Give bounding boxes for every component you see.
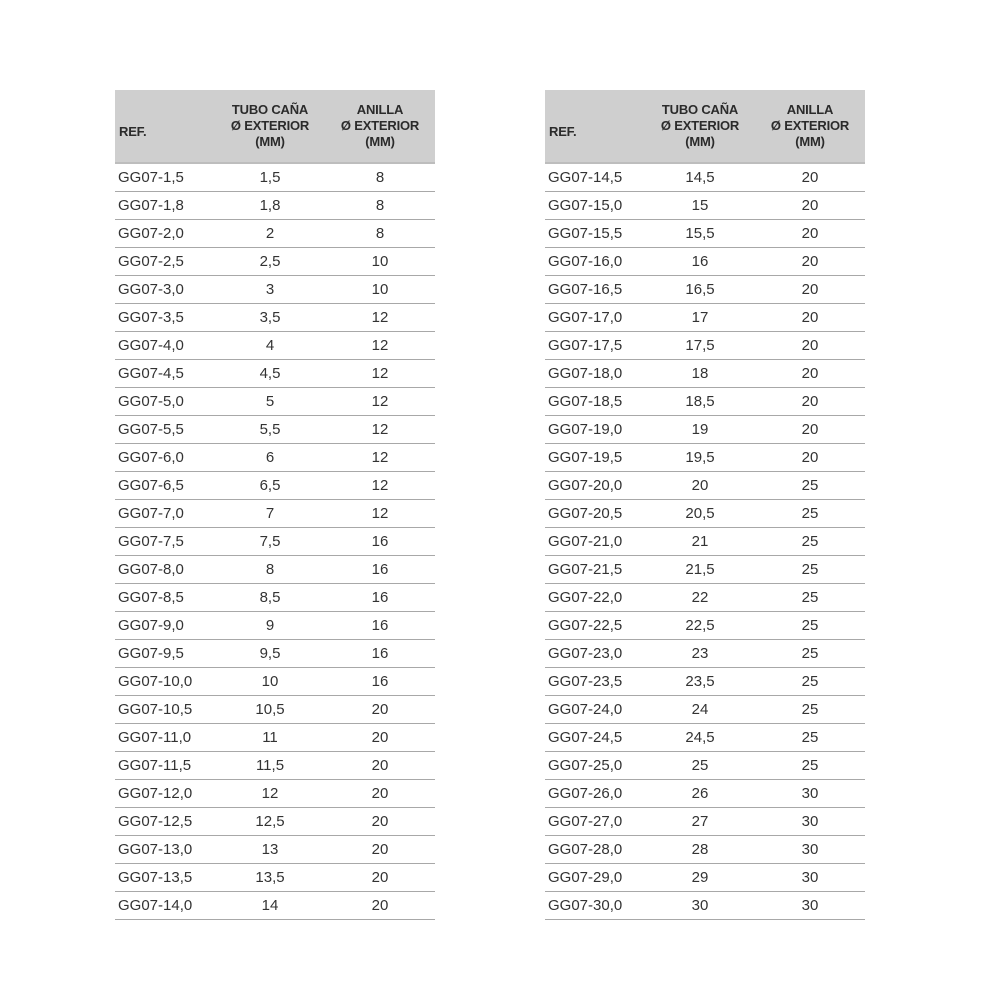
table-body xyxy=(115,163,435,920)
cell-ref: GG07-14,5 xyxy=(545,163,645,192)
table-row xyxy=(545,892,865,920)
table-row xyxy=(115,640,435,668)
cell-ref: GG07-5,5 xyxy=(115,416,215,444)
cell-ref: GG07-13,0 xyxy=(115,836,215,864)
table-row xyxy=(115,192,435,220)
header-ref-label: REF. xyxy=(549,124,577,139)
cell-ring: 16 xyxy=(325,612,435,640)
table-row xyxy=(545,500,865,528)
header-tube-diameter xyxy=(645,90,755,163)
cell-ring: 25 xyxy=(755,752,865,780)
cell-tube: 2 xyxy=(215,220,325,248)
cell-tube: 13 xyxy=(215,836,325,864)
cell-ring: 16 xyxy=(325,584,435,612)
cell-tube: 8 xyxy=(215,556,325,584)
cell-ref: GG07-21,0 xyxy=(545,528,645,556)
cell-tube: 6,5 xyxy=(215,472,325,500)
table-row xyxy=(545,668,865,696)
table-row xyxy=(545,360,865,388)
header-tube-line-2: Ø EXTERIOR xyxy=(660,118,740,133)
cell-ring: 30 xyxy=(755,808,865,836)
cell-ring: 12 xyxy=(325,332,435,360)
header-ring-diameter xyxy=(755,90,865,163)
cell-ring: 12 xyxy=(325,360,435,388)
cell-ring: 16 xyxy=(325,668,435,696)
cell-tube: 17 xyxy=(645,304,755,332)
table-row xyxy=(115,472,435,500)
table-row xyxy=(545,304,865,332)
table-row xyxy=(545,163,865,192)
table-header xyxy=(115,90,435,163)
table-row xyxy=(545,584,865,612)
cell-ref: GG07-3,0 xyxy=(115,276,215,304)
cell-ring: 25 xyxy=(755,500,865,528)
cell-ref: GG07-8,5 xyxy=(115,584,215,612)
cell-ring: 20 xyxy=(755,332,865,360)
cell-tube: 18,5 xyxy=(645,388,755,416)
table-row xyxy=(115,808,435,836)
table-row xyxy=(115,276,435,304)
cell-tube: 8,5 xyxy=(215,584,325,612)
cell-ref: GG07-1,8 xyxy=(115,192,215,220)
cell-tube: 4 xyxy=(215,332,325,360)
cell-ring: 8 xyxy=(325,220,435,248)
cell-ref: GG07-14,0 xyxy=(115,892,215,920)
header-ring-line-3: (MM) xyxy=(795,134,825,149)
cell-ref: GG07-1,5 xyxy=(115,163,215,192)
cell-tube: 7,5 xyxy=(215,528,325,556)
cell-ref: GG07-6,0 xyxy=(115,444,215,472)
table-row xyxy=(545,752,865,780)
cell-tube: 1,8 xyxy=(215,192,325,220)
table-row xyxy=(545,556,865,584)
cell-ring: 12 xyxy=(325,304,435,332)
cell-ref: GG07-29,0 xyxy=(545,864,645,892)
cell-ref: GG07-19,5 xyxy=(545,444,645,472)
cell-ref: GG07-3,5 xyxy=(115,304,215,332)
header-row xyxy=(545,90,865,163)
table-row xyxy=(115,416,435,444)
table-row xyxy=(545,472,865,500)
table-row xyxy=(545,416,865,444)
cell-ref: GG07-26,0 xyxy=(545,780,645,808)
cell-tube: 19,5 xyxy=(645,444,755,472)
table-row xyxy=(115,304,435,332)
cell-ring: 25 xyxy=(755,696,865,724)
cell-ring: 10 xyxy=(325,248,435,276)
header-ring-line-2: Ø EXTERIOR xyxy=(770,118,850,133)
cell-ref: GG07-27,0 xyxy=(545,808,645,836)
table-body xyxy=(545,163,865,920)
cell-ref: GG07-7,5 xyxy=(115,528,215,556)
cell-tube: 9 xyxy=(215,612,325,640)
table-row xyxy=(115,444,435,472)
cell-ref: GG07-28,0 xyxy=(545,836,645,864)
cell-ring: 25 xyxy=(755,640,865,668)
header-tube-line-3: (MM) xyxy=(685,134,715,149)
cell-tube: 25 xyxy=(645,752,755,780)
table-header xyxy=(545,90,865,163)
cell-tube: 16,5 xyxy=(645,276,755,304)
table-row xyxy=(115,332,435,360)
cell-ref: GG07-17,5 xyxy=(545,332,645,360)
cell-ref: GG07-24,0 xyxy=(545,696,645,724)
cell-tube: 5,5 xyxy=(215,416,325,444)
cell-tube: 20 xyxy=(645,472,755,500)
cell-ring: 20 xyxy=(325,752,435,780)
table-row xyxy=(115,864,435,892)
cell-ring: 16 xyxy=(325,556,435,584)
cell-ring: 16 xyxy=(325,528,435,556)
table-row xyxy=(115,668,435,696)
cell-tube: 27 xyxy=(645,808,755,836)
cell-ring: 12 xyxy=(325,388,435,416)
table-row xyxy=(115,248,435,276)
cell-tube: 21 xyxy=(645,528,755,556)
cell-ring: 20 xyxy=(325,780,435,808)
cell-tube: 12,5 xyxy=(215,808,325,836)
cell-ring: 25 xyxy=(755,584,865,612)
cell-ring: 10 xyxy=(325,276,435,304)
cell-ref: GG07-25,0 xyxy=(545,752,645,780)
table-row xyxy=(115,752,435,780)
cell-tube: 22 xyxy=(645,584,755,612)
table-row xyxy=(545,864,865,892)
cell-tube: 20,5 xyxy=(645,500,755,528)
cell-ring: 20 xyxy=(755,192,865,220)
cell-ref: GG07-11,0 xyxy=(115,724,215,752)
cell-ring: 8 xyxy=(325,192,435,220)
cell-ref: GG07-15,0 xyxy=(545,192,645,220)
header-ring-line-1: ANILLA xyxy=(786,102,834,117)
cell-tube: 1,5 xyxy=(215,163,325,192)
cell-ring: 20 xyxy=(755,163,865,192)
cell-tube: 21,5 xyxy=(645,556,755,584)
cell-ring: 20 xyxy=(325,892,435,920)
cell-ring: 25 xyxy=(755,528,865,556)
cell-ref: GG07-15,5 xyxy=(545,220,645,248)
cell-tube: 17,5 xyxy=(645,332,755,360)
table-row xyxy=(545,808,865,836)
header-ring-line-2: Ø EXTERIOR xyxy=(340,118,420,133)
cell-ring: 30 xyxy=(755,864,865,892)
cell-ref: GG07-22,0 xyxy=(545,584,645,612)
cell-ref: GG07-24,5 xyxy=(545,724,645,752)
cell-ref: GG07-18,0 xyxy=(545,360,645,388)
cell-tube: 14 xyxy=(215,892,325,920)
table-row xyxy=(115,892,435,920)
cell-ref: GG07-23,5 xyxy=(545,668,645,696)
cell-ring: 12 xyxy=(325,500,435,528)
cell-tube: 30 xyxy=(645,892,755,920)
table-row xyxy=(115,836,435,864)
cell-tube: 28 xyxy=(645,836,755,864)
cell-ref: GG07-9,5 xyxy=(115,640,215,668)
table-row xyxy=(545,724,865,752)
table-row xyxy=(115,360,435,388)
header-ref-label: REF. xyxy=(119,124,147,139)
cell-tube: 11 xyxy=(215,724,325,752)
table-row xyxy=(115,500,435,528)
table-row xyxy=(545,444,865,472)
table-row xyxy=(545,528,865,556)
cell-ref: GG07-19,0 xyxy=(545,416,645,444)
cell-tube: 19 xyxy=(645,416,755,444)
table-row xyxy=(545,780,865,808)
cell-ring: 30 xyxy=(755,892,865,920)
cell-tube: 11,5 xyxy=(215,752,325,780)
header-ref xyxy=(115,90,215,163)
table-row xyxy=(115,556,435,584)
cell-tube: 22,5 xyxy=(645,612,755,640)
cell-ref: GG07-13,5 xyxy=(115,864,215,892)
cell-ring: 20 xyxy=(325,836,435,864)
cell-tube: 29 xyxy=(645,864,755,892)
cell-ring: 25 xyxy=(755,472,865,500)
cell-ring: 20 xyxy=(325,808,435,836)
cell-tube: 9,5 xyxy=(215,640,325,668)
header-tube-diameter xyxy=(215,90,325,163)
cell-ref: GG07-22,5 xyxy=(545,612,645,640)
cell-tube: 12 xyxy=(215,780,325,808)
cell-ref: GG07-5,0 xyxy=(115,388,215,416)
cell-ref: GG07-21,5 xyxy=(545,556,645,584)
cell-ref: GG07-6,5 xyxy=(115,472,215,500)
header-tube-line-3: (MM) xyxy=(255,134,285,149)
table-row xyxy=(115,780,435,808)
cell-tube: 26 xyxy=(645,780,755,808)
table-row xyxy=(115,163,435,192)
cell-ring: 25 xyxy=(755,612,865,640)
cell-ref: GG07-17,0 xyxy=(545,304,645,332)
cell-tube: 10 xyxy=(215,668,325,696)
spec-table-left xyxy=(115,90,435,920)
table-row xyxy=(115,696,435,724)
cell-tube: 15,5 xyxy=(645,220,755,248)
table-row xyxy=(545,836,865,864)
cell-ref: GG07-12,0 xyxy=(115,780,215,808)
header-ref xyxy=(545,90,645,163)
cell-ring: 20 xyxy=(755,360,865,388)
cell-ring: 20 xyxy=(755,444,865,472)
header-ring-line-1: ANILLA xyxy=(356,102,404,117)
table-row xyxy=(115,528,435,556)
table-row xyxy=(115,584,435,612)
cell-ref: GG07-2,5 xyxy=(115,248,215,276)
cell-ref: GG07-30,0 xyxy=(545,892,645,920)
cell-tube: 2,5 xyxy=(215,248,325,276)
cell-ring: 30 xyxy=(755,836,865,864)
cell-tube: 23,5 xyxy=(645,668,755,696)
cell-ring: 25 xyxy=(755,724,865,752)
cell-ref: GG07-10,0 xyxy=(115,668,215,696)
cell-ring: 12 xyxy=(325,416,435,444)
table-row xyxy=(115,388,435,416)
table-row xyxy=(545,220,865,248)
table-row xyxy=(115,724,435,752)
cell-ref: GG07-2,0 xyxy=(115,220,215,248)
header-ring-diameter xyxy=(325,90,435,163)
cell-ring: 20 xyxy=(755,248,865,276)
cell-ring: 12 xyxy=(325,444,435,472)
cell-ref: GG07-7,0 xyxy=(115,500,215,528)
cell-ref: GG07-18,5 xyxy=(545,388,645,416)
cell-tube: 10,5 xyxy=(215,696,325,724)
cell-ring: 20 xyxy=(325,864,435,892)
table-row xyxy=(545,696,865,724)
cell-tube: 15 xyxy=(645,192,755,220)
cell-ring: 30 xyxy=(755,780,865,808)
cell-ring: 25 xyxy=(755,668,865,696)
table-row xyxy=(545,276,865,304)
cell-ring: 20 xyxy=(755,220,865,248)
table-row xyxy=(545,612,865,640)
cell-ref: GG07-20,0 xyxy=(545,472,645,500)
cell-tube: 3,5 xyxy=(215,304,325,332)
cell-ref: GG07-10,5 xyxy=(115,696,215,724)
header-tube-line-1: TUBO CAÑA xyxy=(661,102,739,117)
cell-tube: 23 xyxy=(645,640,755,668)
table-row xyxy=(545,640,865,668)
spec-table-right xyxy=(545,90,865,920)
cell-tube: 7 xyxy=(215,500,325,528)
header-row xyxy=(115,90,435,163)
cell-tube: 24 xyxy=(645,696,755,724)
cell-ring: 20 xyxy=(325,724,435,752)
cell-ring: 20 xyxy=(755,388,865,416)
cell-tube: 14,5 xyxy=(645,163,755,192)
cell-ref: GG07-4,5 xyxy=(115,360,215,388)
cell-ring: 25 xyxy=(755,556,865,584)
cell-ring: 8 xyxy=(325,163,435,192)
header-ring-line-3: (MM) xyxy=(365,134,395,149)
header-tube-line-1: TUBO CAÑA xyxy=(231,102,309,117)
cell-tube: 4,5 xyxy=(215,360,325,388)
cell-tube: 3 xyxy=(215,276,325,304)
cell-ref: GG07-16,0 xyxy=(545,248,645,276)
table-row xyxy=(545,192,865,220)
cell-ring: 20 xyxy=(325,696,435,724)
cell-tube: 13,5 xyxy=(215,864,325,892)
cell-ring: 12 xyxy=(325,472,435,500)
cell-ref: GG07-20,5 xyxy=(545,500,645,528)
cell-tube: 24,5 xyxy=(645,724,755,752)
cell-ring: 16 xyxy=(325,640,435,668)
cell-ref: GG07-9,0 xyxy=(115,612,215,640)
table-row xyxy=(545,388,865,416)
cell-ref: GG07-11,5 xyxy=(115,752,215,780)
cell-ref: GG07-8,0 xyxy=(115,556,215,584)
cell-tube: 16 xyxy=(645,248,755,276)
cell-ref: GG07-23,0 xyxy=(545,640,645,668)
cell-ring: 20 xyxy=(755,416,865,444)
cell-ref: GG07-4,0 xyxy=(115,332,215,360)
cell-ring: 20 xyxy=(755,304,865,332)
header-tube-line-2: Ø EXTERIOR xyxy=(230,118,310,133)
table-row xyxy=(545,248,865,276)
cell-tube: 5 xyxy=(215,388,325,416)
table-row xyxy=(545,332,865,360)
cell-tube: 18 xyxy=(645,360,755,388)
cell-ref: GG07-16,5 xyxy=(545,276,645,304)
cell-tube: 6 xyxy=(215,444,325,472)
table-row xyxy=(115,612,435,640)
cell-ring: 20 xyxy=(755,276,865,304)
cell-ref: GG07-12,5 xyxy=(115,808,215,836)
table-row xyxy=(115,220,435,248)
